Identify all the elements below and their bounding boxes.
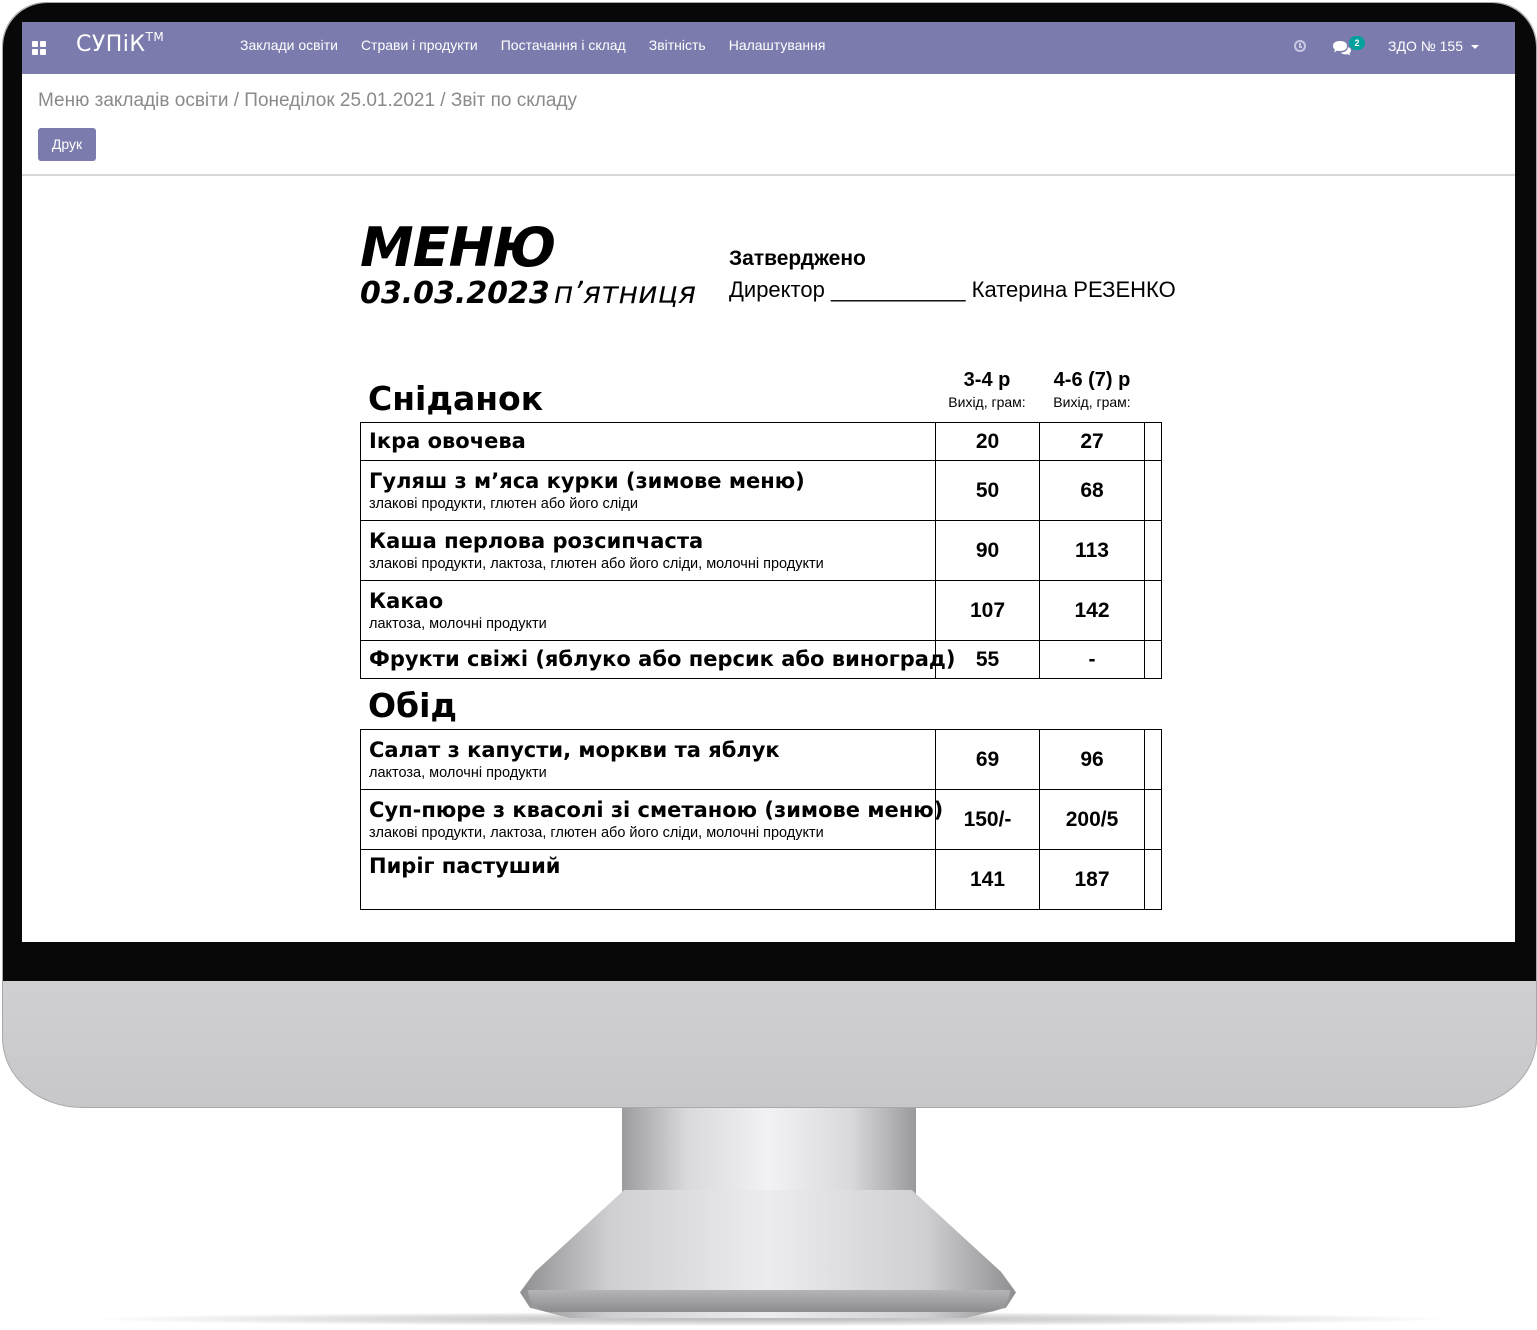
table-row — [361, 581, 1162, 641]
column-output-label: Вихід, грам: — [948, 394, 1026, 410]
qty-3-4: 150/- — [936, 790, 1040, 850]
user-menu[interactable] — [1388, 38, 1479, 54]
qty-4-6: 187 — [1040, 850, 1145, 910]
extra-cell — [1145, 641, 1162, 679]
breadcrumb[interactable]: Меню закладів освіти / Понеділок 25.01.2021 / Звіт по складу — [38, 90, 578, 111]
qty-3-4: 50 — [936, 461, 1040, 521]
user-name: ЗДО № 155 — [1388, 38, 1463, 54]
section-title-breakfast: Сніданок — [368, 379, 544, 418]
qty-3-4: 90 — [936, 521, 1040, 581]
control-panel — [22, 74, 1515, 176]
menu-item-institutions[interactable]: Заклади освіти — [240, 37, 338, 53]
dish-allergens: злакові продукти, лактоза, глютен або його сліди, молочні продукти — [369, 555, 824, 572]
qty-4-6: 68 — [1040, 461, 1145, 521]
qty-3-4: 69 — [936, 730, 1040, 790]
extra-cell — [1145, 581, 1162, 641]
report-date: 03.03.2023 — [360, 276, 550, 311]
dish-cell — [361, 423, 936, 461]
menu-report — [360, 202, 1180, 891]
extra-cell — [1145, 521, 1162, 581]
qty-4-6: 200/5 — [1040, 790, 1145, 850]
dish-cell — [361, 521, 936, 581]
screen — [22, 22, 1515, 942]
qty-3-4: 141 — [936, 850, 1040, 910]
qty-4-6: 113 — [1040, 521, 1145, 581]
column-header-4-6 — [1037, 367, 1147, 411]
table-row — [361, 790, 1162, 850]
dish-name: Ікра овочева — [369, 428, 526, 453]
menu-item-settings[interactable]: Налаштування — [728, 37, 826, 53]
dish-cell — [361, 461, 936, 521]
report-title: МЕНЮ — [360, 216, 556, 279]
menu-item-reports[interactable]: Звітність — [648, 37, 706, 53]
qty-4-6: 96 — [1040, 730, 1145, 790]
report-weekday: п’ятниця — [553, 276, 697, 311]
top-navbar — [22, 22, 1515, 74]
qty-3-4: 20 — [936, 423, 1040, 461]
menu-item-dishes-products[interactable]: Страви і продукти — [360, 37, 478, 53]
dish-name: Каша перлова розсипчаста — [369, 528, 704, 553]
extra-cell — [1145, 790, 1162, 850]
table-row — [361, 730, 1162, 790]
qty-4-6: - — [1040, 641, 1145, 679]
dish-cell — [361, 790, 944, 850]
apps-grid-icon[interactable] — [32, 41, 46, 55]
report-date-line — [360, 274, 696, 318]
main-menu — [240, 37, 825, 53]
dish-allergens: злакові продукти, глютен або його сліди — [369, 495, 638, 512]
table-row — [361, 461, 1162, 521]
brand-trademark: TM — [145, 30, 165, 44]
menu-item-supply-warehouse[interactable]: Постачання і склад — [500, 37, 626, 53]
table-row — [361, 423, 1162, 461]
breakfast-table — [360, 422, 1162, 679]
section-title-lunch: Обід — [368, 686, 458, 725]
brand-name: СУПіК — [76, 32, 146, 57]
dish-name: Гуляш з м’яса курки (зимове меню) — [369, 468, 805, 493]
director-signature-line: Директор ___________ Катерина РЕЗЕНКО — [729, 277, 1176, 302]
print-button[interactable]: Друк — [38, 128, 96, 161]
column-age: 4-6 (7) р — [1053, 369, 1131, 391]
dish-allergens: злакові продукти, лактоза, глютен або його сліди, молочні продукти — [369, 824, 824, 841]
dish-allergens: лактоза, молочні продукти — [369, 764, 547, 781]
table-row — [361, 850, 1162, 910]
qty-4-6: 142 — [1040, 581, 1145, 641]
table-row — [361, 521, 1162, 581]
extra-cell — [1145, 730, 1162, 790]
dish-cell — [361, 581, 936, 641]
dish-name: Фрукти свіжі (яблуко або персик або виноград) — [369, 646, 956, 671]
dish-cell — [361, 850, 936, 910]
dish-allergens: лактоза, молочні продукти — [369, 615, 547, 632]
monitor-stand-base-edge — [528, 1290, 1010, 1312]
dish-name: Суп-пюре з квасолі зі сметаною (зимове меню) — [369, 797, 944, 822]
dish-name: Салат з капусти, моркви та яблук — [369, 737, 780, 762]
qty-3-4: 107 — [936, 581, 1040, 641]
dish-cell — [361, 641, 956, 679]
extra-cell — [1145, 461, 1162, 521]
column-age: 3-4 р — [963, 369, 1011, 391]
qty-4-6: 27 — [1040, 423, 1145, 461]
extra-cell — [1145, 423, 1162, 461]
brand-logo[interactable] — [76, 32, 164, 57]
qty-3-4: 55 — [936, 641, 1040, 679]
activity-clock-icon[interactable] — [1294, 40, 1306, 52]
table-row — [361, 641, 1162, 679]
dish-name: Пиріг пастуший — [369, 854, 561, 878]
approved-label: Затверджено — [729, 247, 866, 270]
lunch-table — [360, 729, 1162, 910]
dish-name: Какао — [369, 588, 444, 613]
chat-badge: 2 — [1349, 36, 1365, 50]
column-header-3-4 — [932, 367, 1042, 411]
extra-cell — [1145, 850, 1162, 910]
dish-cell — [361, 730, 936, 790]
caret-down-icon — [1471, 45, 1479, 49]
column-output-label: Вихід, грам: — [1053, 394, 1131, 410]
